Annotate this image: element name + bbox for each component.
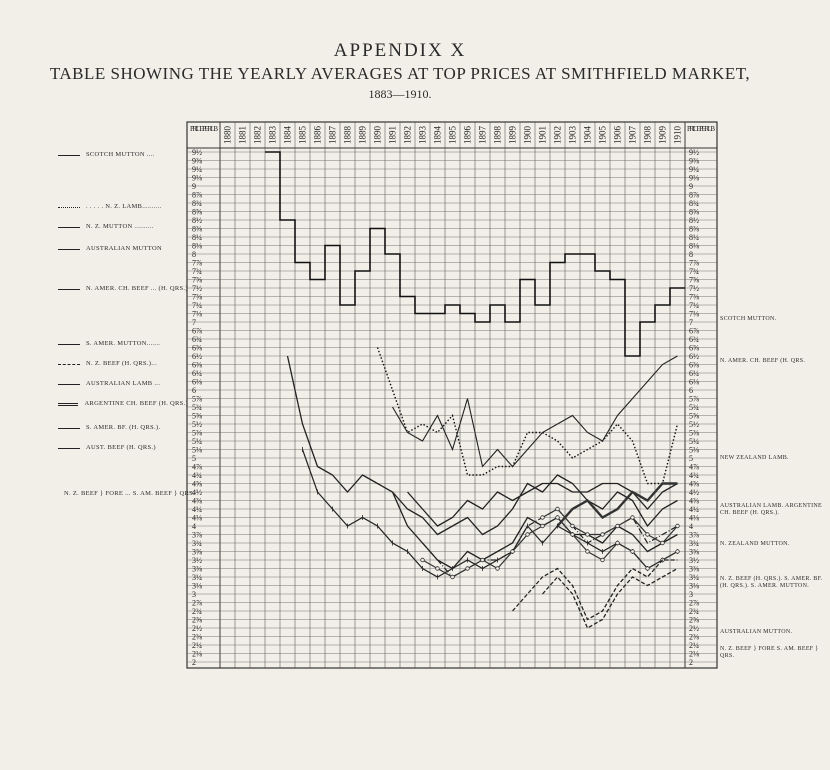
y-tick-label-right: 8⅜: [689, 224, 699, 234]
y-tick-label-right: 5: [689, 454, 693, 463]
legend-item: [58, 339, 188, 349]
y-tick-label-right: 3¼: [689, 573, 699, 582]
y-tick-label-left: 2⅜: [192, 632, 202, 642]
y-tick-label-right: 2⅜: [689, 632, 699, 642]
series-point: [661, 541, 665, 545]
x-tick-label: 1903: [567, 126, 578, 144]
legend-item: [58, 423, 188, 433]
series-line: [558, 484, 678, 527]
series-point: [631, 516, 635, 520]
y-tick-label-right: 2¾: [689, 607, 699, 616]
legend-label: N. Z. BEEF } FORE ... S. AM. BEEF } QRS.: [64, 490, 195, 497]
legend-swatch-icon: [58, 249, 80, 250]
y-tick-label-right: 9¼: [689, 165, 699, 174]
x-tick-label: 1881: [237, 126, 248, 144]
right-series-label: N. AMER. CH. BEEF (H. QRS.: [720, 358, 806, 364]
x-tick-label: 1897: [477, 126, 488, 144]
y-tick-label-right: 4¼: [689, 505, 699, 514]
y-tick-label-left: 5¼: [192, 437, 202, 446]
right-series-label: AUSTRALIAN LAMB. ARGENTINE CH. BEEF (H. QRS.).: [720, 503, 822, 516]
series-point: [481, 558, 485, 562]
y-tick-label-right: 5⅛: [689, 445, 699, 455]
y-tick-label-right: 4¾: [689, 471, 699, 480]
y-tick-label-left: 3⅞: [192, 530, 202, 540]
y-tick-label-right: 2: [689, 658, 693, 667]
y-tick-label-left: 4⅝: [192, 479, 202, 489]
legend-label: AUST. BEEF (H. QRS.): [86, 444, 156, 451]
y-tick-label-left: 2⅞: [192, 598, 202, 608]
y-tick-label-left: 8⅛: [192, 241, 202, 251]
legend-item: [58, 284, 188, 294]
y-tick-label-left: 6⅝: [192, 343, 202, 353]
y-tick-label-left: 5⅝: [192, 411, 202, 421]
y-tick-label-left: 5⅜: [192, 428, 202, 438]
y-tick-label-left: 8⅞: [192, 190, 202, 200]
y-tick-label-right: 5⅞: [689, 394, 699, 404]
legend-label: SCOTCH MUTTON ....: [86, 151, 155, 158]
y-tick-label-right: 3⅝: [689, 547, 699, 557]
y-tick-label-left: 7½: [192, 284, 202, 293]
series-point: [646, 567, 650, 571]
y-tick-label-right: 9⅜: [689, 156, 699, 166]
y-tick-label-left: 5⅛: [192, 445, 202, 455]
y-tick-label-right: 7⅛: [689, 309, 699, 319]
series-point: [631, 550, 635, 554]
legend-swatch-icon: [58, 344, 80, 345]
series-point: [466, 567, 470, 571]
y-tick-label-right: 2⅝: [689, 615, 699, 625]
y-tick-label-right: 2½: [689, 624, 699, 633]
x-tick-label: 1880: [222, 126, 233, 144]
right-series-label: N. Z. BEEF } FORE S. AM. BEEF } QRS.: [720, 646, 819, 659]
y-tick-label-left: 8⅝: [192, 207, 202, 217]
y-tick-label-right: 6⅝: [689, 343, 699, 353]
legend-item: [58, 150, 188, 160]
series-point: [571, 524, 575, 528]
y-tick-label-right: 6¼: [689, 369, 699, 378]
x-tick-label: 1889: [357, 126, 368, 144]
x-tick-label: 1905: [597, 126, 608, 144]
x-tick-label: 1894: [432, 126, 443, 144]
legend-swatch-icon: [58, 428, 80, 429]
y-tick-label-left: 2¼: [192, 641, 202, 650]
right-series-label: N. ZEALAND MUTTON.: [720, 541, 790, 547]
x-tick-label: 1899: [507, 126, 518, 144]
y-tick-label-left: 8½: [192, 216, 202, 225]
y-tick-label-right: 9⅛: [689, 173, 699, 183]
y-tick-label-left: 6⅜: [192, 360, 202, 370]
y-tick-label-left: 4¾: [192, 471, 202, 480]
legend-label: ARGENTINE CH. BEEF (H. QRS.): [84, 400, 188, 407]
y-tick-label-left: 9⅜: [192, 156, 202, 166]
legend-label: N. Z. MUTTON ..........: [86, 223, 154, 230]
y-tick-label-right: 8¾: [689, 199, 699, 208]
legend-item: [58, 202, 188, 212]
legend-swatch-icon: [58, 448, 80, 449]
series-point: [586, 533, 590, 537]
x-tick-label: 1895: [447, 126, 458, 144]
y-tick-label-left: 6: [192, 386, 196, 395]
y-tick-label-left: 9: [192, 182, 196, 191]
y-tick-label-right: 3⅛: [689, 581, 699, 591]
y-tick-label-left: 8⅜: [192, 224, 202, 234]
series-point: [601, 533, 605, 537]
y-tick-label-right: 4⅞: [689, 462, 699, 472]
series-point: [676, 550, 680, 554]
y-tick-label-right: 7¾: [689, 267, 699, 276]
legend-label: AUSTRALIAN MUTTON: [86, 245, 162, 252]
y-tick-label-left: 3¼: [192, 573, 202, 582]
y-tick-label-left: 3½: [192, 556, 202, 565]
x-tick-label: 1906: [612, 126, 623, 144]
legend-item: [58, 443, 188, 453]
y-tick-label-right: 5⅜: [689, 428, 699, 438]
y-tick-label-right: 6: [689, 386, 693, 395]
y-tick-label-left: 5⅞: [192, 394, 202, 404]
y-axis-title-left: PRICE PER LB: [190, 125, 218, 133]
y-tick-label-right: 8½: [689, 216, 699, 225]
y-tick-label-right: 8: [689, 250, 693, 259]
right-series-label: N. Z. BEEF (H. QRS.). S. AMER. BF. (H. QRS.). S. AMER. MUTTON.: [720, 576, 823, 589]
y-tick-label-right: 4⅜: [689, 496, 699, 506]
legend-swatch-icon: [58, 403, 78, 406]
y-tick-label-right: 2¼: [689, 641, 699, 650]
y-tick-label-left: 2½: [192, 624, 202, 633]
legend-swatch-icon: [58, 289, 80, 290]
x-tick-label: 1896: [462, 126, 473, 144]
y-tick-label-right: 3¾: [689, 539, 699, 548]
y-tick-label-right: 8⅝: [689, 207, 699, 217]
y-tick-label-right: 7¼: [689, 301, 699, 310]
x-tick-label: 1904: [582, 126, 593, 144]
legend-swatch-icon: [58, 227, 80, 228]
x-tick-label: 1891: [387, 126, 398, 144]
legend-item: [58, 489, 195, 499]
y-tick-label-left: 7⅞: [192, 258, 202, 268]
legend-label: AUSTRALIAN LAMB ...: [86, 380, 161, 387]
y-tick-label-right: 7⅝: [689, 275, 699, 285]
x-tick-label: 1900: [522, 126, 533, 144]
y-tick-label-right: 6⅜: [689, 360, 699, 370]
y-tick-label-right: 8¼: [689, 233, 699, 242]
y-tick-label-left: 7⅜: [192, 292, 202, 302]
series-point: [601, 558, 605, 562]
y-tick-label-left: 7: [192, 318, 196, 327]
y-tick-label-left: 6¾: [192, 335, 202, 344]
left-legend: [58, 150, 195, 499]
x-tick-label: 1893: [417, 126, 428, 144]
y-tick-label-right: 7⅜: [689, 292, 699, 302]
y-tick-label-left: 3: [192, 590, 196, 599]
y-tick-label-right: 6¾: [689, 335, 699, 344]
series-point: [676, 524, 680, 528]
x-tick-label: 1910: [672, 126, 683, 144]
x-tick-label: 1890: [372, 126, 383, 144]
y-tick-label-left: 2: [192, 658, 196, 667]
y-tick-label-left: 5: [192, 454, 196, 463]
right-series-label: NEW ZEALAND LAMB.: [720, 455, 789, 461]
right-series-label: AUSTRALIAN MUTTON.: [720, 629, 793, 635]
legend-label: N. Z. BEEF (H. QRS.)...: [86, 360, 157, 367]
y-tick-label-left: 4: [192, 522, 196, 531]
y-tick-label-right: 3⅜: [689, 564, 699, 574]
y-axis-title-right: PRICE PER LB: [687, 125, 715, 133]
series-point: [511, 550, 515, 554]
y-tick-label-left: 3¾: [192, 539, 202, 548]
series-point: [496, 567, 500, 571]
y-tick-label-right: 4⅝: [689, 479, 699, 489]
x-tick-label: 1892: [402, 126, 413, 144]
y-tick-label-right: 7⅞: [689, 258, 699, 268]
y-tick-label-right: 5¼: [689, 437, 699, 446]
y-tick-label-right: 5¾: [689, 403, 699, 412]
y-tick-label-right: 9½: [689, 148, 699, 157]
y-tick-label-left: 4⅜: [192, 496, 202, 506]
y-tick-label-left: 4⅛: [192, 513, 202, 523]
year-range-subtitle: 1883—1910.: [368, 87, 432, 101]
x-tick-label: 1898: [492, 126, 503, 144]
series-point: [571, 533, 575, 537]
y-tick-label-right: 3½: [689, 556, 699, 565]
y-tick-label-right: 6½: [689, 352, 699, 361]
y-tick-label-right: 3: [689, 590, 693, 599]
y-tick-label-left: 9½: [192, 148, 202, 157]
table-title: TABLE SHOWING THE YEARLY AVERAGES AT TOP PRICES AT SMITHFIELD MARKET,: [49, 64, 751, 83]
right-series-label: SCOTCH MUTTON.: [720, 316, 777, 322]
x-tick-label: 1884: [282, 126, 293, 144]
y-tick-label-right: 3⅞: [689, 530, 699, 540]
series-point: [451, 575, 455, 579]
series-point: [616, 524, 620, 528]
y-tick-label-left: 7¼: [192, 301, 202, 310]
y-tick-label-left: 8: [192, 250, 196, 259]
x-tick-label: 1908: [642, 126, 653, 144]
legend-item: [58, 379, 188, 389]
chart-frame: [187, 122, 717, 668]
y-tick-label-left: 6⅛: [192, 377, 202, 387]
y-tick-label-right: 5⅝: [689, 411, 699, 421]
y-tick-label-right: 8⅞: [689, 190, 699, 200]
series-point: [556, 516, 560, 520]
y-tick-label-right: 7½: [689, 284, 699, 293]
y-tick-label-right: 8⅛: [689, 241, 699, 251]
legend-item: [58, 244, 188, 254]
y-tick-label-right: 2⅛: [689, 649, 699, 659]
legend-label: S. AMER. MUTTON.......: [86, 340, 161, 347]
x-tick-label: 1883: [267, 126, 278, 144]
y-tick-label-left: 3⅝: [192, 547, 202, 557]
y-tick-label-left: 8¼: [192, 233, 202, 242]
y-tick-label-right: 4: [689, 522, 693, 531]
y-tick-label-left: 2⅛: [192, 649, 202, 659]
series-point: [541, 524, 545, 528]
legend-item: [58, 222, 188, 232]
y-tick-label-left: 2¾: [192, 607, 202, 616]
y-tick-label-right: 4⅛: [689, 513, 699, 523]
y-tick-label-left: 9⅛: [192, 173, 202, 183]
series-point: [436, 567, 440, 571]
y-tick-label-left: 7¾: [192, 267, 202, 276]
y-tick-label-right: 6⅛: [689, 377, 699, 387]
x-tick-label: 1887: [327, 126, 338, 144]
y-tick-label-right: 5½: [689, 420, 699, 429]
y-tick-label-left: 8¾: [192, 199, 202, 208]
x-tick-label: 1902: [552, 126, 563, 144]
y-tick-label-left: 6⅞: [192, 326, 202, 336]
y-tick-label-left: 4⅞: [192, 462, 202, 472]
legend-label: N. AMER. CH. BEEF ... (H. QRS.): [86, 285, 188, 292]
y-tick-label-left: 6½: [192, 352, 202, 361]
series-point: [421, 558, 425, 562]
y-tick-label-left: 5½: [192, 420, 202, 429]
y-tick-label-left: 7⅝: [192, 275, 202, 285]
y-tick-label-left: 7⅛: [192, 309, 202, 319]
legend-label: . . . . . N. Z. LAMB..........: [86, 203, 162, 210]
y-tick-label-right: 9: [689, 182, 693, 191]
x-tick-label: 1901: [537, 126, 548, 144]
legend-label: S. AMER. BF. (H. QRS.).: [86, 424, 161, 431]
legend-swatch-icon: [58, 384, 80, 385]
series-point: [556, 507, 560, 511]
y-tick-label-right: 4½: [689, 488, 699, 497]
x-tick-label: 1886: [312, 126, 323, 144]
y-tick-label-left: 2⅝: [192, 615, 202, 625]
legend-item: [58, 359, 188, 369]
x-tick-label: 1888: [342, 126, 353, 144]
x-tick-label: 1909: [657, 126, 668, 144]
series-point: [586, 550, 590, 554]
y-tick-label-left: 4½: [192, 488, 202, 497]
y-tick-label-left: 5¾: [192, 403, 202, 412]
legend-item: [58, 399, 188, 409]
series-point: [616, 541, 620, 545]
y-tick-label-left: 9¼: [192, 165, 202, 174]
y-tick-label-right: 7: [689, 318, 693, 327]
series-point: [526, 533, 530, 537]
x-tick-label: 1885: [297, 126, 308, 144]
y-tick-label-left: 4¼: [192, 505, 202, 514]
y-tick-label-left: 3⅜: [192, 564, 202, 574]
x-tick-label: 1907: [627, 126, 638, 144]
y-tick-label-right: 2⅞: [689, 598, 699, 608]
x-tick-label: 1882: [252, 126, 263, 144]
y-tick-label-right: 6⅞: [689, 326, 699, 336]
y-tick-label-left: 6¼: [192, 369, 202, 378]
appendix-heading: APPENDIX X: [333, 40, 467, 61]
legend-swatch-icon: [58, 155, 80, 156]
series-point: [541, 516, 545, 520]
legend-swatch-icon: [58, 207, 80, 208]
legend-swatch-icon: [58, 364, 80, 365]
series-point: [646, 533, 650, 537]
y-tick-label-left: 3⅛: [192, 581, 202, 591]
